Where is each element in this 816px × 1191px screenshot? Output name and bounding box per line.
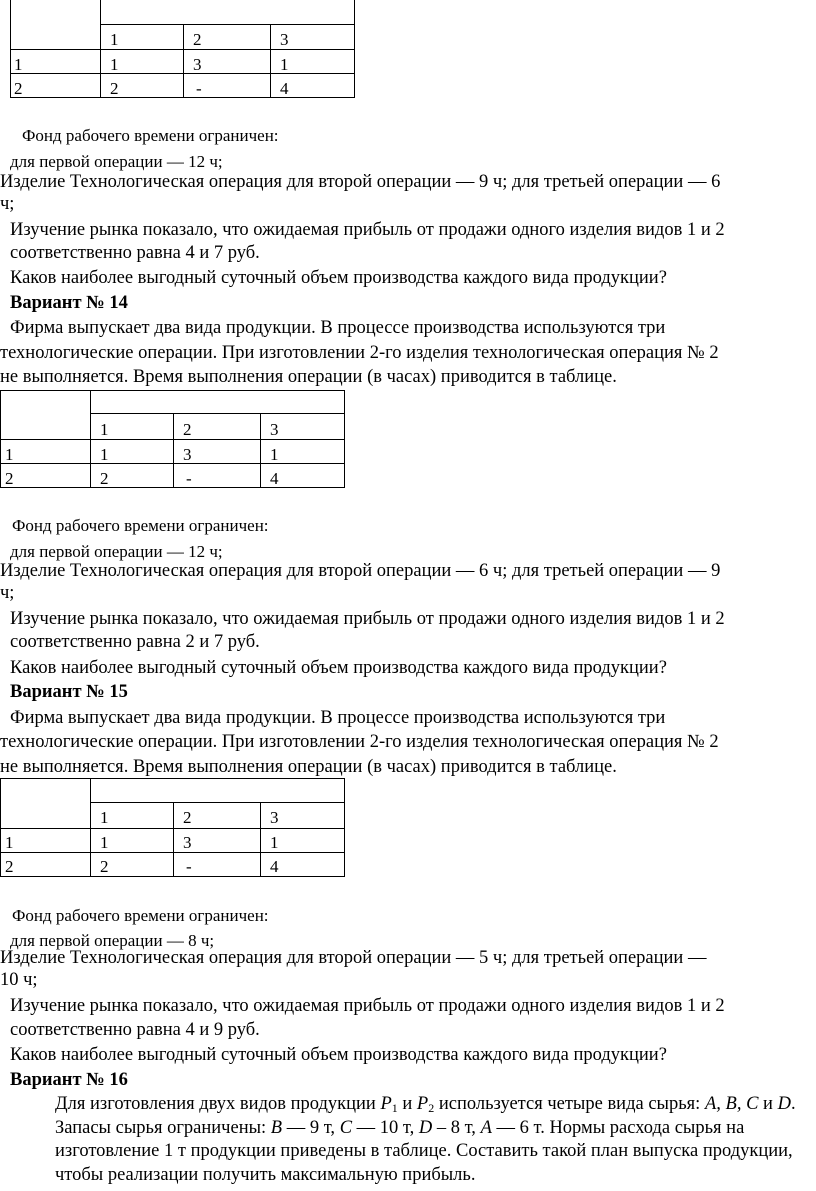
fund-text: Фонд рабочего времени ограничен: [22, 126, 279, 145]
table-cell: 4 [270, 857, 279, 876]
variant-text: Фирма выпускает два вида продукции. В процессе производства используются три [10, 708, 666, 728]
table-cell: 4 [280, 79, 289, 98]
table-cell: 3 [183, 445, 192, 464]
op1-text: для первой операции — 12 ч; [10, 152, 223, 171]
variant-title: Вариант № 16 [10, 1070, 128, 1090]
table-cell: 2 [110, 79, 119, 98]
market-text-cont: соответственно равна 4 и 7 руб. [10, 243, 260, 263]
op1-text: для первой операции — 8 ч; [10, 931, 215, 950]
table-header-op3: 3 [270, 420, 279, 439]
table-header-op1: 1 [100, 808, 109, 827]
question-text: Каков наиболее выгодный суточный объем производства каждого вида продукции? [10, 268, 667, 288]
market-text: Изучение рынка показало, что ожидаемая прибыль от продажи одного изделия видов 1 и 2 [10, 996, 725, 1016]
op23-text: Изделие Технологическая операция для второй операции — 5 ч; для третьей операции — [0, 948, 707, 968]
market-text-cont: соответственно равна 2 и 7 руб. [10, 632, 260, 652]
table-header-op2: 2 [193, 30, 202, 49]
table-cell: 1 [280, 55, 289, 74]
question-text: Каков наиболее выгодный суточный объем производства каждого вида продукции? [10, 1045, 667, 1065]
op23-text-cont: ч; [0, 194, 15, 214]
table-header-op1: 1 [100, 420, 109, 439]
table-cell: 4 [270, 469, 279, 488]
table-row-label: 1 [5, 445, 14, 464]
table-header-op1: 1 [110, 30, 119, 49]
table-row-label: 2 [5, 857, 14, 876]
table-cell: - [186, 857, 192, 876]
op23-text-cont: ч; [0, 583, 15, 603]
op23-text-cont: 10 ч; [0, 970, 38, 990]
table-header-op3: 3 [280, 30, 289, 49]
variant-text: не выполняется. Время выполнения операции (в часах) приводится в таблице. [0, 757, 617, 777]
table-cell: 1 [100, 833, 109, 852]
variant-title: Вариант № 14 [10, 293, 128, 313]
table-row-label: 2 [14, 79, 23, 98]
table-cell: 2 [100, 857, 109, 876]
op23-text: Изделие Технологическая операция для второй операции — 6 ч; для третьей операции — 9 [0, 561, 721, 581]
market-text: Изучение рынка показало, что ожидаемая прибыль от продажи одного изделия видов 1 и 2 [10, 220, 725, 240]
fund-text: Фонд рабочего времени ограничен: [12, 906, 269, 925]
table-cell: 3 [193, 55, 202, 74]
market-text-cont: соответственно равна 4 и 9 руб. [10, 1020, 260, 1040]
variant-text: не выполняется. Время выполнения операции (в часах) приводится в таблице. [0, 367, 617, 387]
table-cell: 1 [270, 445, 279, 464]
variant-text: технологические операции. При изготовлении 2-го изделия технологическая операция № 2 [0, 343, 719, 363]
table-cell: 2 [100, 469, 109, 488]
table-cell: - [196, 79, 202, 98]
table-header-op2: 2 [183, 808, 192, 827]
table-row-label: 1 [14, 55, 23, 74]
variant-text: технологические операции. При изготовлении 2-го изделия технологическая операция № 2 [0, 732, 719, 752]
op1-text: для первой операции — 12 ч; [10, 542, 223, 561]
table-cell: 1 [270, 833, 279, 852]
variant-title: Вариант № 15 [10, 682, 128, 702]
variant-text: Фирма выпускает два вида продукции. В процессе производства используются три [10, 318, 666, 338]
variant-16-text: Для изготовления двух видов продукции $P_1$ и $P_2$ используется четыре вида сырья: A, B, C и D. Запасы сырья ограничены: B — 9 т, C — 10 т, D – 8 т, A — 6 т. Нормы расхода сырья на изготовление 1 т продукции приведены в таблице. Составить такой план выпуска продукции, чтобы реализации получить максимальную прибыль. [55, 1094, 796, 1185]
market-text: Изучение рынка показало, что ожидаемая прибыль от продажи одного изделия видов 1 и 2 [10, 609, 725, 629]
table-cell: 3 [183, 833, 192, 852]
table-row-label: 2 [5, 469, 14, 488]
table-header-op3: 3 [270, 808, 279, 827]
table-cell: - [186, 469, 192, 488]
op23-text: Изделие Технологическая операция для второй операции — 9 ч; для третьей операции — 6 [0, 172, 721, 192]
table-cell: 1 [110, 55, 119, 74]
fund-text: Фонд рабочего времени ограничен: [12, 516, 269, 535]
table-row-label: 1 [5, 833, 14, 852]
table-cell: 1 [100, 445, 109, 464]
table-header-op2: 2 [183, 420, 192, 439]
question-text: Каков наиболее выгодный суточный объем производства каждого вида продукции? [10, 658, 667, 678]
